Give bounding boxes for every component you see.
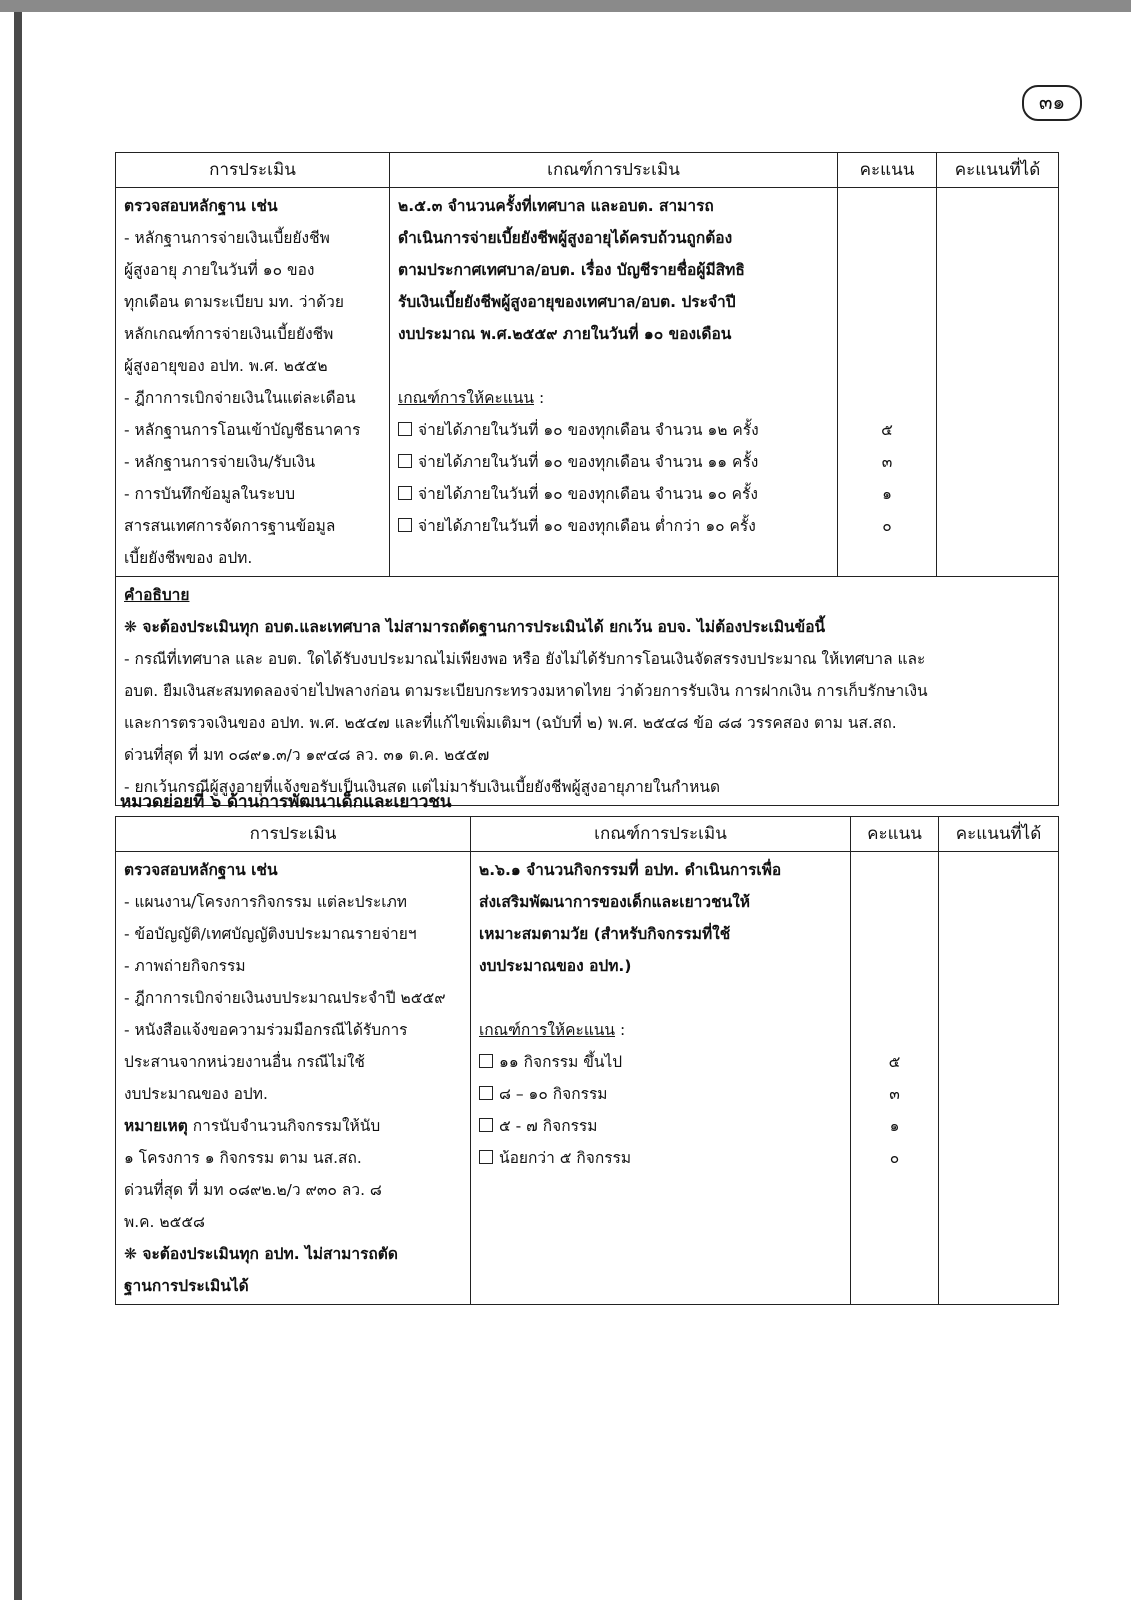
criteria-line: รับเงินเบี้ยยังชีพผู้สูงอายุของเทศบาล/อบต. ประจำปี xyxy=(398,293,736,311)
score-value: ๕ xyxy=(888,1053,901,1071)
evaluation-line: - ภาพถ่ายกิจกรรม xyxy=(124,957,246,975)
header-evaluation: การประเมิน xyxy=(116,817,471,852)
evaluation-line: ผู้สูงอายุของ อปท. พ.ศ. ๒๕๕๒ xyxy=(124,357,328,375)
score-cell xyxy=(838,188,937,577)
criteria-line: งบประมาณ พ.ศ.๒๕๕๙ ภายในวันที่ ๑๐ ของเดือน xyxy=(398,325,732,343)
evaluation-line: - การบันทึกข้อมูลในระบบ xyxy=(124,485,296,503)
option-label: ๑๑ กิจกรรม ขึ้นไป xyxy=(499,1053,623,1071)
table-header-row xyxy=(116,817,1059,852)
remark-line xyxy=(124,1110,462,1142)
option-label: จ่ายได้ภายในวันที่ ๑๐ ของทุกเดือน จำนวน ๑๑ ครั้ง xyxy=(418,453,759,471)
option-label: ๕ - ๗ กิจกรรม xyxy=(499,1117,598,1135)
score-value: ๐ xyxy=(889,1149,900,1167)
evaluation-line: ประสานจากหน่วยงานอื่น กรณีไม่ใช้ xyxy=(124,1053,365,1071)
option-row xyxy=(479,1110,842,1142)
scoring-label: เกณฑ์การให้คะแนน xyxy=(398,389,535,407)
evaluation-line: ตรวจสอบหลักฐาน เช่น xyxy=(124,197,278,215)
evaluation-line: ตรวจสอบหลักฐาน เช่น xyxy=(124,861,278,879)
option-row xyxy=(479,1142,842,1174)
score-value: ๓ xyxy=(889,1085,900,1103)
score-value: ๑ xyxy=(889,1117,900,1135)
option-label: น้อยกว่า ๕ กิจกรรม xyxy=(499,1149,632,1167)
header-score: คะแนน xyxy=(838,153,937,188)
option-row xyxy=(479,1046,842,1078)
evaluation-line: - ข้อบัญญัติ/เทศบัญญัติงบประมาณรายจ่ายฯ xyxy=(124,925,417,943)
explanation-line: ❋ จะต้องประเมินทุก อบต.และเทศบาล ไม่สามารถตัดฐานการประเมินได้ ยกเว้น อบจ. ไม่ต้องประเมินข้อนี้ xyxy=(124,618,826,636)
header-score-obtained: คะแนนที่ได้ xyxy=(937,153,1059,188)
evaluation-cell xyxy=(116,852,471,1305)
checkbox-icon[interactable] xyxy=(479,1118,493,1132)
page-number: ๓๑ xyxy=(1022,85,1082,121)
assessment-table-1 xyxy=(115,152,1059,806)
remark-line: ๑ โครงการ ๑ กิจกรรม ตาม นส.สถ. xyxy=(124,1149,362,1167)
option-label: จ่ายได้ภายในวันที่ ๑๐ ของทุกเดือน จำนวน ๑๐ ครั้ง xyxy=(418,485,758,503)
evaluation-line: - ฎีกาการเบิกจ่ายเงินงบประมาณประจำปี ๒๕๕๙ xyxy=(124,989,446,1007)
explanation-line: อบต. ยืมเงินสะสมทดลองจ่ายไปพลางก่อน ตามระเบียบกระทรวงมหาดไทย ว่าด้วยการรับเงิน การฝากเงิน การเก็บรักษาเงิน xyxy=(124,682,928,700)
criteria-line: ๒.๕.๓ จำนวนครั้งที่เทศบาล และอบต. สามารถ xyxy=(398,197,714,215)
evaluation-line: - แผนงาน/โครงการกิจกรรม แต่ละประเภท xyxy=(124,893,408,911)
scoring-heading xyxy=(398,382,829,414)
option-label: ๘ – ๑๐ กิจกรรม xyxy=(499,1085,608,1103)
explanation-line: และการตรวจเงินของ อปท. พ.ศ. ๒๕๔๗ และที่แก้ไขเพิ่มเติมฯ (ฉบับที่ ๒) พ.ศ. ๒๕๔๘ ข้อ ๘๘ วรรคสอง ตาม นส.สถ. xyxy=(124,714,897,732)
evaluation-cell xyxy=(116,188,390,577)
option-row xyxy=(398,414,829,446)
criteria-line: เหมาะสมตามวัย (สำหรับกิจกรรมที่ใช้ xyxy=(479,925,731,943)
scoring-colon: : xyxy=(534,389,545,407)
must-assess-line: ฐานการประเมินได้ xyxy=(124,1277,249,1295)
must-assess-line: ❋ จะต้องประเมินทุก อปท. ไม่สามารถตัด xyxy=(124,1245,398,1263)
score-value: ๑ xyxy=(882,485,892,503)
evaluation-line: หลักเกณฑ์การจ่ายเงินเบี้ยยังชีพ xyxy=(124,325,334,343)
scan-shadow-top xyxy=(0,0,1131,12)
criteria-line: ๒.๖.๑ จำนวนกิจกรรมที่ อปท. ดำเนินการเพื่อ xyxy=(479,861,782,879)
remark-line: ด่วนที่สุด ที่ มท ๐๘๙๒.๒/ว ๙๓๐ ลว. ๘ xyxy=(124,1181,382,1199)
option-row xyxy=(398,478,829,510)
option-row xyxy=(398,446,829,478)
score-obtained-cell[interactable] xyxy=(939,852,1059,1305)
scoring-heading xyxy=(479,1014,842,1046)
remark-text: การนับจำนวนกิจกรรมให้นับ xyxy=(187,1117,381,1135)
evaluation-line: - หนังสือแจ้งขอความร่วมมือกรณีได้รับการ xyxy=(124,1021,408,1039)
evaluation-line: ผู้สูงอายุ ภายในวันที่ ๑๐ ของ xyxy=(124,261,315,279)
option-label: จ่ายได้ภายในวันที่ ๑๐ ของทุกเดือน จำนวน ๑๒ ครั้ง xyxy=(418,421,759,439)
table-row xyxy=(116,188,1059,577)
header-score: คะแนน xyxy=(851,817,939,852)
evaluation-line: - หลักฐานการจ่ายเงิน/รับเงิน xyxy=(124,453,316,471)
checkbox-icon[interactable] xyxy=(479,1086,493,1100)
evaluation-line: ทุกเดือน ตามระเบียบ มท. ว่าด้วย xyxy=(124,293,344,311)
header-criteria: เกณฑ์การประเมิน xyxy=(471,817,851,852)
explanation-line: ด่วนที่สุด ที่ มท ๐๘๙๑.๓/ว ๑๙๔๘ ลว. ๓๑ ต.ค. ๒๕๕๗ xyxy=(124,746,490,764)
checkbox-icon[interactable] xyxy=(398,454,412,468)
criteria-line: ตามประกาศเทศบาล/อบต. เรื่อง บัญชีรายชื่อผู้มีสิทธิ xyxy=(398,261,745,279)
criteria-cell xyxy=(471,852,851,1305)
header-criteria: เกณฑ์การประเมิน xyxy=(390,153,838,188)
table-header-row xyxy=(116,153,1059,188)
evaluation-line: งบประมาณของ อปท. xyxy=(124,1085,268,1103)
option-row xyxy=(479,1078,842,1110)
scan-shadow-left xyxy=(14,12,22,1600)
explanation-line: - กรณีที่เทศบาล และ อบต. ใดได้รับงบประมาณไม่เพียงพอ หรือ ยังไม่ได้รับการโอนเงินจัดสรรงบประมาณ ให้เทศบาล และ xyxy=(124,650,926,668)
header-evaluation: การประเมิน xyxy=(116,153,390,188)
checkbox-icon[interactable] xyxy=(398,422,412,436)
criteria-line: งบประมาณของ อปท.) xyxy=(479,957,632,975)
score-value: ๕ xyxy=(881,421,893,439)
scoring-colon: : xyxy=(615,1021,626,1039)
evaluation-line: สารสนเทศการจัดการฐานข้อมูล xyxy=(124,517,336,535)
score-cell xyxy=(851,852,939,1305)
criteria-line: ส่งเสริมพัฒนาการของเด็กและเยาวชนให้ xyxy=(479,893,750,911)
evaluation-line: เบี้ยยังชีพของ อปท. xyxy=(124,549,253,567)
explanation-cell xyxy=(116,577,1059,806)
header-score-obtained: คะแนนที่ได้ xyxy=(939,817,1059,852)
evaluation-line: - หลักฐานการโอนเข้าบัญชีธนาคาร xyxy=(124,421,361,439)
explanation-line: - ยกเว้นกรณีผู้สูงอายุที่แจ้งขอรับเป็นเงินสด แต่ไม่มารับเงินเบี้ยยังชีพผู้สูงอายุภายในกำหนด xyxy=(124,778,721,796)
assessment-table-2 xyxy=(115,816,1059,1305)
score-value: ๐ xyxy=(882,517,892,535)
explanation-title: คำอธิบาย xyxy=(124,586,190,604)
evaluation-line: - หลักฐานการจ่ายเงินเบี้ยยังชีพ xyxy=(124,229,330,247)
checkbox-icon[interactable] xyxy=(398,518,412,532)
remark-line: พ.ค. ๒๕๕๘ xyxy=(124,1213,206,1231)
criteria-cell xyxy=(390,188,838,577)
remark-label: หมายเหตุ xyxy=(124,1117,188,1135)
option-label: จ่ายได้ภายในวันที่ ๑๐ ของทุกเดือน ต่ำกว่า ๑๐ ครั้ง xyxy=(418,517,756,535)
scoring-label: เกณฑ์การให้คะแนน xyxy=(479,1021,616,1039)
checkbox-icon[interactable] xyxy=(398,486,412,500)
criteria-line: ดำเนินการจ่ายเบี้ยยังชีพผู้สูงอายุได้ครบถ้วนถูกต้อง xyxy=(398,229,733,247)
explanation-row xyxy=(116,577,1059,806)
evaluation-line: - ฎีกาการเบิกจ่ายเงินในแต่ละเดือน xyxy=(124,389,356,407)
score-value: ๓ xyxy=(881,453,893,471)
option-row xyxy=(398,510,829,542)
checkbox-icon[interactable] xyxy=(479,1150,493,1164)
section-title: หมวดย่อยที่ ๖ ด้านการพัฒนาเด็กและเยาวชน xyxy=(120,792,452,812)
checkbox-icon[interactable] xyxy=(479,1054,493,1068)
score-obtained-cell[interactable] xyxy=(937,188,1059,577)
table-row xyxy=(116,852,1059,1305)
